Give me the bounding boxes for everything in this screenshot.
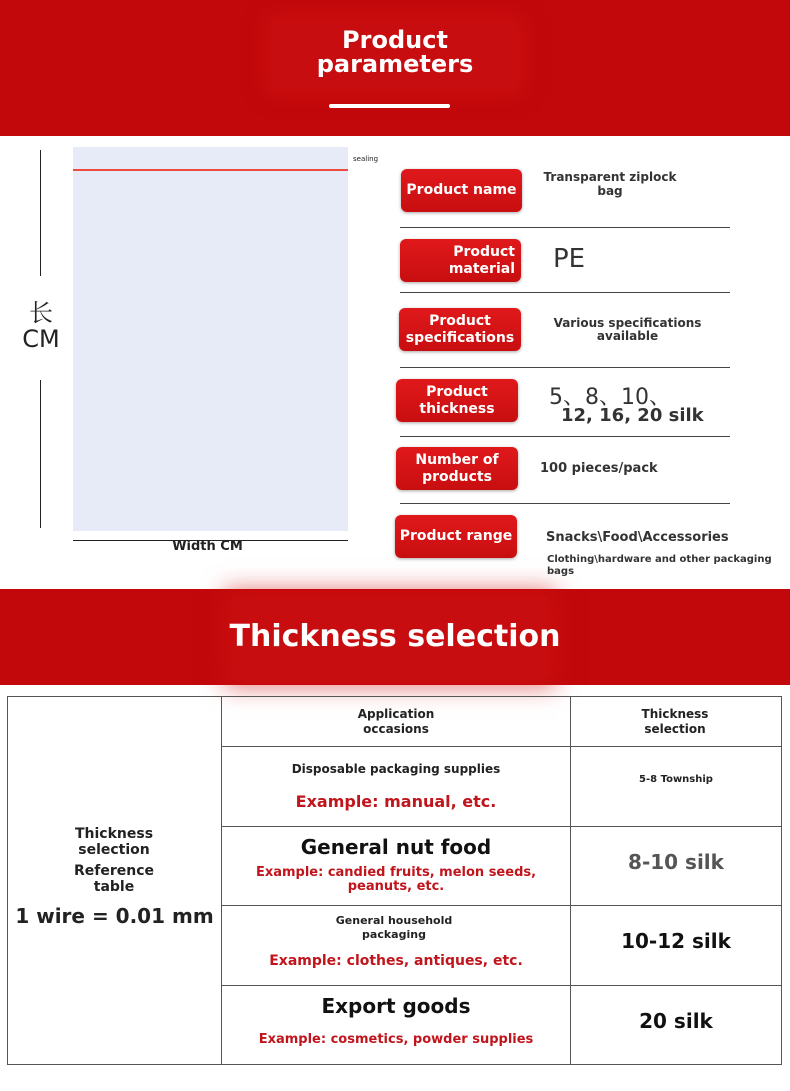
row3-thickness: 10-12 silk	[621, 929, 731, 953]
param-value-range-line1: Snacks\Food\Accessories	[546, 530, 729, 545]
param-value-thickness-line2: 12, 16, 20 silk	[561, 405, 704, 426]
param-label-specifications: Product specifications	[399, 308, 521, 351]
row2-thickness: 8-10 silk	[628, 850, 724, 874]
bag-illustration	[73, 147, 348, 531]
page-title: Product parameters	[316, 26, 474, 78]
param-value-range-line2: Clothing\hardware and other packaging bags	[547, 554, 772, 577]
title-underline	[329, 104, 450, 108]
table-border	[781, 696, 782, 1065]
table-row-line	[221, 746, 782, 747]
width-label: Width CM	[172, 539, 243, 554]
param-divider	[400, 503, 730, 504]
param-value-thickness-line1: 5、8、10、	[549, 385, 671, 410]
param-value-name: Transparent ziplock bag	[543, 170, 677, 198]
seal-line	[73, 169, 348, 171]
row2-example: Example: candied fruits, melon seeds, peanuts, etc.	[255, 865, 537, 894]
row1-example: Example: manual, etc.	[295, 792, 497, 811]
row4-thickness: 20 silk	[639, 1009, 713, 1033]
param-label-range: Product range	[395, 515, 517, 558]
table-border	[7, 696, 782, 697]
param-divider	[400, 436, 730, 437]
header-thickness: Thickness selection	[641, 707, 709, 736]
row1-thickness: 5-8 Township	[639, 774, 713, 785]
table-border	[7, 1064, 782, 1065]
length-line-bottom	[40, 380, 41, 528]
sealing-label: sealing	[353, 155, 379, 163]
param-value-material: PE	[553, 244, 586, 274]
length-line-top	[40, 150, 41, 276]
table-border	[7, 696, 8, 1065]
header-band	[0, 0, 790, 136]
param-divider	[400, 227, 730, 228]
section-title: Thickness selection	[229, 619, 561, 654]
table-row-line	[221, 985, 782, 986]
param-value-quantity: 100 pieces/pack	[540, 461, 658, 476]
param-label-quantity: Number of products	[396, 447, 518, 490]
row3-application: General household packaging	[335, 914, 453, 941]
table-left-note: 1 wire = 0.01 mm	[15, 904, 214, 928]
table-row-line	[221, 905, 782, 906]
table-left-subtitle: Reference table	[73, 863, 155, 895]
param-value-specifications: Various specifications available	[553, 316, 702, 343]
row4-example: Example: cosmetics, powder supplies	[258, 1032, 534, 1047]
row4-application: Export goods	[321, 994, 471, 1018]
param-divider	[400, 292, 730, 293]
param-label-name: Product name	[401, 169, 522, 212]
param-label-material: Product material	[400, 239, 521, 282]
row1-application: Disposable packaging supplies	[291, 762, 501, 776]
param-label-thickness: Product thickness	[396, 379, 518, 422]
header-application: Application occasions	[357, 707, 435, 736]
section-band	[0, 589, 790, 685]
row2-application: General nut food	[300, 835, 492, 859]
row3-example: Example: clothes, antiques, etc.	[269, 953, 523, 969]
table-left-title: Thickness selection	[74, 826, 154, 858]
length-label: 长 CM	[22, 299, 60, 353]
table-row-line	[221, 826, 782, 827]
param-divider	[400, 367, 730, 368]
